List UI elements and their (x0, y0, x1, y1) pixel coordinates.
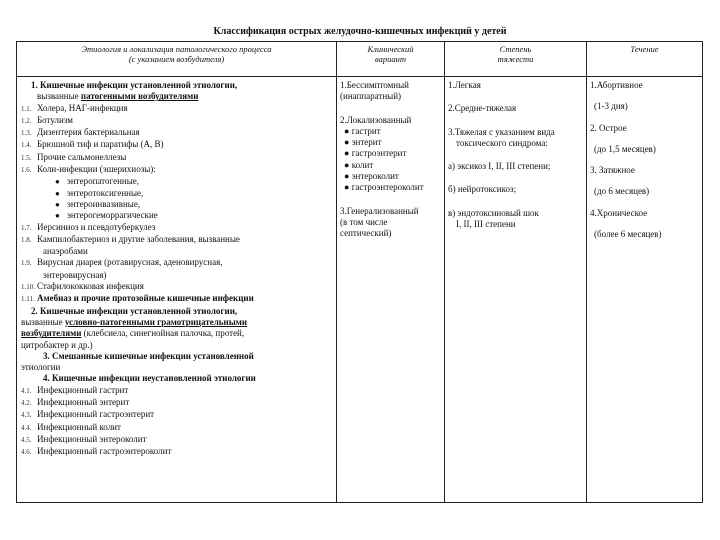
classification-table (16, 41, 703, 503)
body-row (17, 77, 703, 503)
bullet-icon: ● (55, 211, 60, 221)
clinical-subitem (340, 171, 441, 182)
course-cell (587, 77, 703, 503)
group1-heading-line2-pre: вызванные (37, 91, 81, 102)
bullet-text: энтеротоксигенные, (67, 187, 144, 198)
list-item-1-1 (21, 103, 333, 115)
item-text: Амебиаз и прочие протозойные кишечные инфекции (37, 293, 254, 304)
item-text: Холера, НАГ-инфекция (37, 102, 128, 113)
bullet-text: энтероинвазивные, (67, 198, 141, 209)
list-item-1-3 (21, 127, 333, 139)
list-item-1-11 (21, 293, 333, 305)
clinical-subitem-text: энтероколит (351, 171, 399, 182)
bullet-icon: ● (55, 199, 60, 209)
header-course (587, 42, 703, 77)
clinical-variant-1-note: (инаппаратный) (340, 91, 402, 102)
list-item-1-9-cont: энтеровирусная) (43, 269, 107, 280)
clinical-subitem (340, 148, 441, 159)
list-item-4-3 (21, 409, 333, 421)
item-number: 4.5. (21, 435, 32, 444)
list-item-4-2 (21, 397, 333, 409)
bullet-icon: ● (55, 188, 60, 198)
item-text: Инфекционный гастроэнтерит (37, 409, 155, 420)
header-clinical-line2: вариант (375, 54, 406, 64)
group1-heading: 1. Кишечные инфекции установленной этиологии, (31, 80, 238, 90)
item-text: Инфекционный энтерит (37, 397, 130, 408)
item-number: 1.4. (21, 141, 32, 150)
list-item-1-7 (21, 222, 333, 234)
item-number: 4.1. (21, 386, 32, 395)
list-item-1-6 (21, 164, 333, 176)
header-course-line1: Течение (630, 44, 659, 54)
item-text: Коли-инфекции (эшерихиозы): (37, 164, 156, 175)
item-number: 1.8. (21, 235, 32, 244)
bullet-item (21, 199, 333, 210)
group2-heading-line3-bold: возбудителями (21, 328, 82, 339)
bullet-icon: ● (344, 125, 352, 136)
item-text: Дизентерия бактериальная (37, 127, 140, 138)
clinical-subitem (340, 137, 441, 148)
severity-3-note: токсического синдрома: (456, 137, 548, 148)
bullet-icon: ● (344, 159, 352, 170)
clinical-subitem (340, 160, 441, 171)
list-item-1-10 (21, 281, 333, 293)
item-number: 1.5. (21, 153, 32, 162)
severity-3b: б) нейротоксикоз; (448, 184, 517, 195)
clinical-variant-3-note2: септический) (340, 228, 392, 239)
group2-heading-line2-bold: условно-патогенными грамотрицательными (64, 316, 248, 327)
header-clinical-line1: Клинический (367, 44, 414, 54)
list-item-1-9 (21, 257, 333, 269)
clinical-variant-1: 1.Бессимптомный (340, 80, 409, 90)
item-number: 4.2. (21, 399, 32, 408)
course-4: 4.Хроническое (590, 207, 648, 218)
group2-heading-line3 (21, 328, 333, 339)
item-text: Инфекционный гастроэнтероколит (37, 446, 172, 457)
clinical-variant-3: 3.Генерализованный (340, 205, 419, 216)
group1-heading-line2-bold: патогенными возбудителями (80, 91, 199, 102)
course-2-note: (до 1,5 месяцев) (594, 143, 656, 154)
clinical-cell (337, 77, 445, 503)
group2-heading-line2-pre: вызванные (21, 316, 65, 327)
group2-heading-line3-rest: (клебсиела, синегнойная палочка, протей, (81, 328, 245, 339)
item-number: 1.7. (21, 223, 32, 232)
group1-heading-line2 (21, 91, 333, 102)
bullet-item (21, 188, 333, 199)
item-text: Прочие сальмонеллезы (37, 151, 127, 162)
item-text: Инфекционный колит (37, 421, 121, 432)
course-3-note: (до 6 месяцев) (594, 186, 650, 197)
severity-2: 2.Средне-тяжелая (448, 103, 517, 114)
item-number: 1.1. (21, 104, 32, 113)
bullet-icon: ● (344, 182, 352, 193)
group2-heading-line4: цитробактер и др.) (21, 339, 93, 350)
group2-heading-line2 (21, 317, 333, 328)
list-item-4-1 (21, 385, 333, 397)
bullet-item (21, 210, 333, 221)
item-number: 1.3. (21, 129, 32, 138)
list-item-1-8-cont: анаэробами (43, 246, 88, 257)
item-text: Вирусная диарея (ротавирусная, аденовирусная, (37, 257, 223, 268)
bullet-text: энтеропатогенные, (67, 176, 139, 187)
header-etiology (17, 42, 337, 77)
header-severity-line1: Степень (499, 44, 532, 54)
severity-3c-note: I, II, III степени (456, 219, 516, 230)
severity-3a: а) эксикоз I, II, III степени; (448, 161, 551, 172)
clinical-subitem-text: гастроэнтероколит (351, 182, 424, 193)
item-text: Стафилококковая инфекция (37, 281, 144, 292)
group3-heading-line2: этиологии (21, 362, 61, 373)
list-item-1-4 (21, 139, 333, 151)
header-severity-line2: тяжести (497, 54, 534, 64)
bullet-icon: ● (344, 148, 352, 159)
severity-1: 1.Легкая (448, 80, 481, 90)
item-text: Кампилобактериоз и другие заболевания, вызванные (37, 233, 240, 244)
header-row (17, 42, 703, 77)
header-clinical (337, 42, 445, 77)
clinical-variant-2: 2.Локализованный (340, 114, 412, 125)
bullet-icon: ● (55, 177, 60, 187)
item-text: Инфекционный гастрит (37, 384, 129, 395)
item-text: Иерсиниоз и псевдотуберкулез (37, 221, 156, 232)
item-text: Брюшной тиф и паратифы (А, В) (37, 139, 164, 150)
group4-heading: 4. Кишечные инфекции неустановленной этиологии (43, 373, 256, 384)
clinical-subitem (340, 126, 441, 137)
item-number: 1.10. (21, 283, 35, 292)
clinical-subitem-text: гастрит (351, 125, 381, 136)
bullet-text: энтерогеморрагические (67, 210, 158, 221)
clinical-subitem-text: гастроэнтерит (351, 148, 407, 159)
group3-heading: 3. Смешанные кишечные инфекции установленной (43, 350, 254, 361)
item-number: 1.9. (21, 259, 32, 268)
bullet-icon: ● (344, 171, 352, 182)
list-item-4-5 (21, 434, 333, 446)
item-number: 1.6. (21, 166, 32, 175)
clinical-subitem-text: энтерит (351, 137, 382, 148)
clinical-variant-3-note1: (в том числе (340, 216, 388, 227)
course-3: 3. Затяжное (590, 165, 635, 176)
course-1: 1.Абортивное (590, 80, 643, 90)
group2-heading: 2. Кишечные инфекции установленной этиологии, (31, 305, 238, 316)
item-number: 1.2. (21, 116, 32, 125)
list-item-1-5 (21, 152, 333, 164)
list-item-4-4 (21, 422, 333, 434)
list-item-1-2 (21, 115, 333, 127)
bullet-item (21, 176, 333, 187)
item-text: Ботулизм (37, 114, 73, 125)
item-text: Инфекционный энтероколит (37, 433, 147, 444)
etiology-cell (17, 77, 337, 503)
item-number: 4.4. (21, 423, 32, 432)
item-number: 4.3. (21, 411, 32, 420)
course-2: 2. Острое (590, 122, 627, 133)
page-title: Классификация острых желудочно-кишечных инфекций у детей (213, 26, 507, 37)
item-number: 1.11. (21, 295, 35, 304)
course-4-note: (более 6 месяцев) (594, 229, 662, 240)
item-number: 4.6. (21, 448, 32, 457)
clinical-subitem (340, 182, 441, 193)
header-severity (445, 42, 587, 77)
list-item-4-6 (21, 446, 333, 458)
header-etiology-line2: (с указанием возбудителя) (128, 54, 225, 64)
course-1-note: (1-3 дня) (594, 101, 628, 112)
clinical-subitem-text: колит (351, 159, 374, 170)
severity-cell (445, 77, 587, 503)
severity-3c: в) эндотоксиновый шок (448, 207, 539, 218)
severity-3: 3.Тяжелая с указанием вида (448, 126, 555, 137)
header-etiology-line1: Этиология и локализация патологического процесса (81, 44, 272, 54)
bullet-icon: ● (344, 137, 352, 148)
list-item-1-8 (21, 234, 333, 246)
